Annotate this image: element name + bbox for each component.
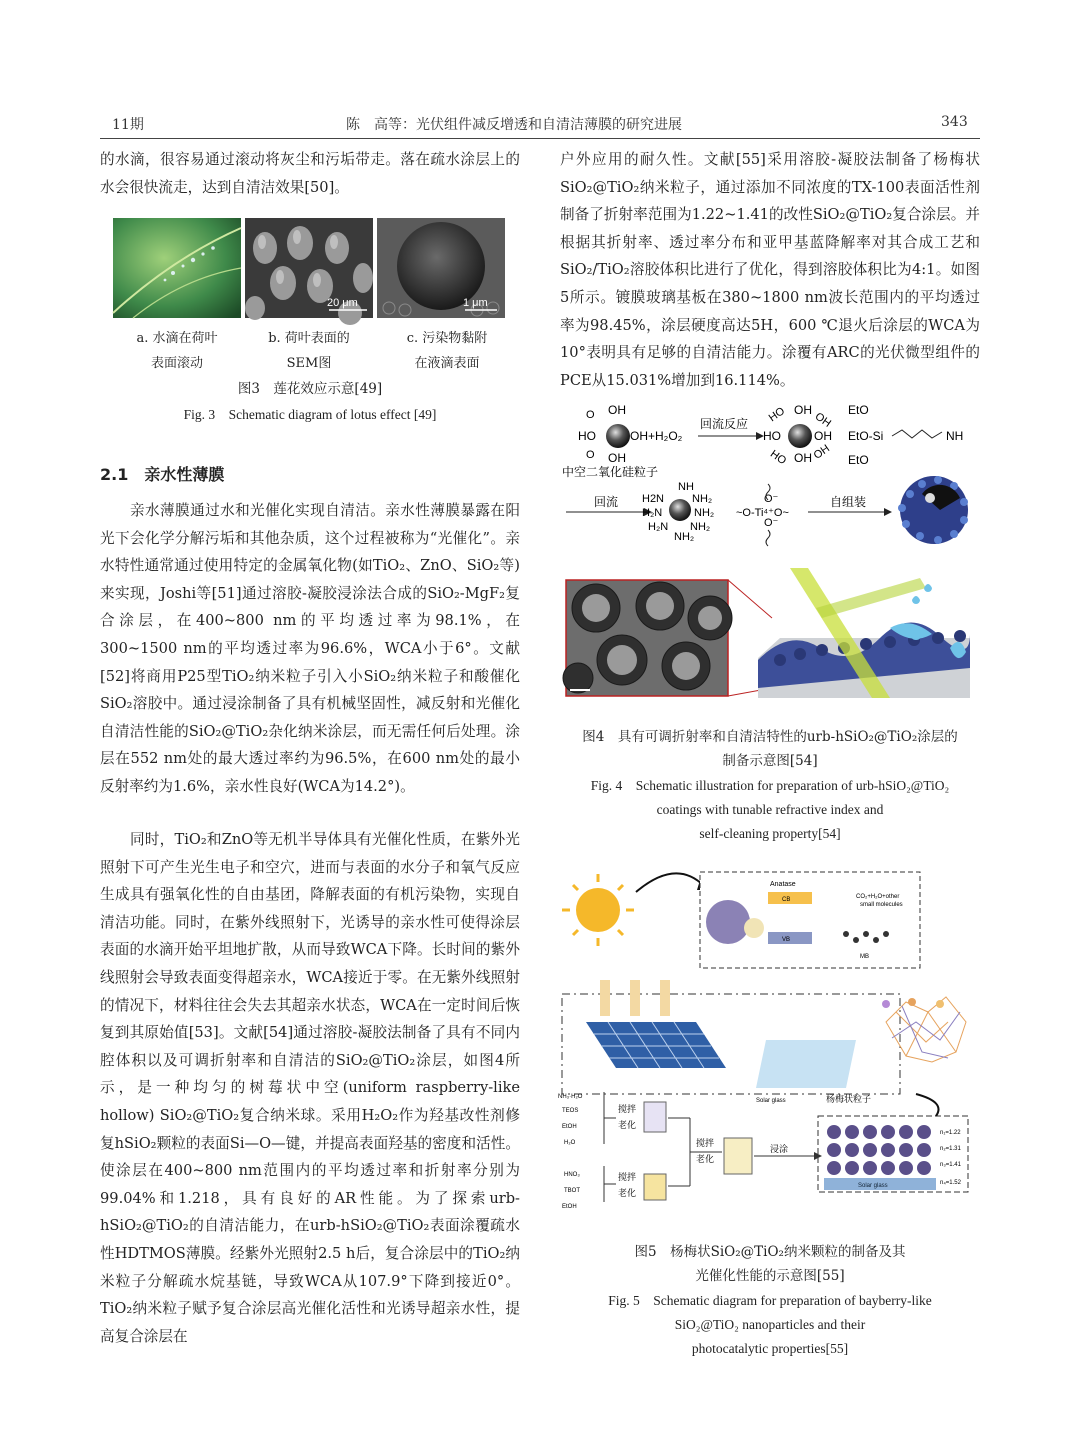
fig4-h2o2: OH+H₂O₂	[630, 429, 683, 443]
fig5-stir-3: 搅拌	[696, 1138, 715, 1148]
fig5-reagent-top-3: H₂O	[564, 1140, 576, 1146]
running-title: 陈 高等：光伏组件减反增透和自清洁薄膜的研究进展	[346, 117, 682, 133]
svg-text:H2N: H2N	[642, 493, 665, 505]
fig3-scale-c: 1 μm	[463, 297, 488, 309]
left-para-2: 同时，TiO₂和ZnO等无机半导体具有光催化性质，在紫外光照射下可产生光生电子和空穴，进而与表面的水分子和氧气反应生成具有强氧化性的自由基团，降解表面的有机污染物，实现自清洁功能。同时，在紫外线照射下，光诱导的亲水性可使得涂层表面的水滴开始平坦地扩散，从而导致WCA下降。长时间的紫外线照射会导致表面变得超亲水，WCA接近于零。在无紫外线照射的情况下，材料往往会失去其超亲水状态，WCA在一定时间后恢复到其原始值[53]。文献[54]通过溶胶-凝胶法制备了具有不同内腔体积以及可调折射率和自清洁的SiO₂@TiO₂涂层，如图4所示，是一种均匀的树莓状中空(uniform raspberry-like hollow) SiO₂@TiO₂复合纳米球。采用H₂O₂作为羟基改性剂修复hSiO₂颗粒的表面Si—O—键，并提高表面羟基的密度和活性。使涂层在400~800 nm范围内的平均透过率和折射率分别为99.04%和1.218，具有良好的AR性能。为了探索urb-hSiO₂@TiO₂的自清洁能力，在urb-hSiO₂@TiO₂表面涂覆疏水性HDTMOS薄膜。经紫外光照射2.5 h后，复合涂层中的TiO₂纳米粒子分解疏水烷基链，导致WCA从107.9°下降到接近0°。TiO₂纳米粒子赋予复合涂层高光催化活性和光诱导超亲水性，提高复合涂层在	[100, 831, 520, 1345]
svg-text:~O-Ti⁴⁺O~: ~O-Ti⁴⁺O~	[736, 507, 789, 519]
svg-text:CB: CB	[782, 897, 791, 903]
issue-number: 11期	[112, 117, 144, 133]
fig4-label-reflux-reaction: 回流反应	[700, 417, 749, 431]
fig5-reagent-bottom-0: HNO₃	[564, 1172, 580, 1178]
svg-text:O⁻: O⁻	[764, 493, 779, 505]
svg-text:EtO: EtO	[848, 453, 869, 467]
fig5-reagent-top-0: NH₃·H₂O	[558, 1094, 583, 1100]
fig5-stir-1: 搅拌	[618, 1104, 637, 1114]
fig5-scheme	[556, 862, 980, 1210]
svg-text:O: O	[586, 409, 595, 421]
fig4-label-self-assembly: 自组装	[830, 495, 867, 509]
svg-text:H₂N: H₂N	[642, 507, 663, 519]
fig5-caption-cn: 图5 杨梅状SiO₂@TiO₂纳米颗粒的制备及其 光催化性能的示意图[55]	[634, 1244, 906, 1284]
svg-text:NH₂: NH₂	[690, 521, 711, 533]
fig3-sub-c: c. 污染物黏附 在液滴表面	[406, 331, 488, 371]
fig3-sem-image	[245, 218, 373, 318]
fig5-n1: n₁=1.22	[940, 1130, 961, 1136]
fig5-n3: n₃=1.41	[940, 1162, 961, 1168]
fig5-n2: n₂=1.31	[940, 1146, 961, 1152]
svg-text:OH: OH	[608, 403, 626, 417]
fig5-reagent-bottom-1: TBOT	[564, 1188, 580, 1194]
header-rule	[100, 138, 980, 139]
fig5-solar-glass-1: Solar glass	[756, 1098, 786, 1104]
svg-text:HO: HO	[767, 447, 789, 468]
svg-text:VB: VB	[782, 937, 791, 943]
fig5-reagent-top-2: EtOH	[562, 1124, 577, 1130]
fig5-reagent-top-1: TEOS	[562, 1108, 579, 1114]
fig4-caption-cn: 图4 具有可调折射率和自清洁特性的urb-hSiO₂@TiO₂涂层的 制备示意图[54]	[582, 729, 958, 769]
fig5-stir-2: 搅拌	[618, 1172, 637, 1182]
fig3-caption-en: Fig. 3 Schematic diagram of lotus effect [49]	[183, 407, 437, 422]
svg-text:small molecules: small molecules	[860, 902, 903, 908]
svg-text:EtO: EtO	[848, 403, 869, 417]
fig4-label-hollow-silica: 中空二氧化硅粒子	[562, 465, 659, 479]
svg-text:MB: MB	[860, 954, 869, 960]
svg-text:OH: OH	[814, 429, 832, 443]
svg-text:OH: OH	[811, 442, 832, 462]
fig3-sub-a: a. 水滴在荷叶 表面滚动	[136, 331, 218, 371]
svg-text:OH: OH	[794, 451, 812, 465]
fig5-age-1: 老化	[618, 1120, 637, 1130]
svg-text:HO: HO	[766, 405, 788, 425]
svg-text:Anatase: Anatase	[770, 881, 796, 888]
fig5-dip: 浸涂	[770, 1144, 789, 1154]
fig4-scheme	[560, 398, 980, 708]
fig5-age-3: 老化	[696, 1154, 715, 1164]
fig3-scale-b: 20 μm	[327, 297, 358, 309]
svg-text:CO₂+H₂O+other: CO₂+H₂O+other	[856, 894, 900, 900]
svg-text:NH: NH	[946, 429, 964, 443]
fig3-droplet-image	[377, 218, 505, 318]
fig5-label-bayberry: 杨梅状粒子	[826, 1094, 872, 1104]
svg-text:NH: NH	[678, 481, 694, 493]
left-para-top: 的水滴，很容易通过滚动将灰尘和污垢带走。落在疏水涂层上的水会很快流走，达到自清洁效果[50]。	[100, 151, 520, 196]
svg-text:HO: HO	[763, 429, 781, 443]
left-para-1: 亲水薄膜通过水和光催化实现自清洁。亲水性薄膜暴露在阳光下会化学分解污垢和其他杂质，这个过程被称为“光催化”。亲水特性通常通过使用特定的金属氧化物(如TiO₂、ZnO、SiO₂等)来实现，Joshi等[51]通过溶胶-凝胶浸涂法合成的SiO₂-MgF₂复合涂层，在400~800 nm的平均透过率为98.1%，在300~1500 nm的平均透过率为96.6%，WCA小于6°。文献[52]将商用P25型TiO₂纳米粒子引入小SiO₂纳米粒子和酸催化SiO₂溶胶中。通过浸涂制备了具有机械坚固性，减反射和光催化自清洁性能的SiO₂@TiO₂杂化纳米涂层，而无需任何后处理。涂层在552 nm处的最大透过率约为96.5%，在600 nm处的最小反射率约为1.6%，亲水性良好(WCA为14.2°)。	[100, 502, 520, 795]
svg-text:EtO-Si: EtO-Si	[848, 429, 884, 443]
fig4-label-reflux: 回流	[594, 495, 619, 509]
svg-text:H₂N: H₂N	[648, 521, 669, 533]
svg-text:NH₂: NH₂	[692, 493, 713, 505]
fig5-age-2: 老化	[618, 1188, 637, 1198]
svg-text:O⁻: O⁻	[764, 517, 779, 529]
page-number: 343	[941, 114, 968, 130]
fig5-n4: n₄=1.52	[940, 1180, 961, 1186]
fig3-caption-cn: 图3 莲花效应示意[49]	[237, 381, 383, 397]
fig3-sub-b: b. 荷叶表面的 SEM图	[268, 331, 350, 371]
fig5-solar-glass-2: Solar glass	[858, 1183, 888, 1189]
svg-text:OH: OH	[794, 403, 812, 417]
svg-text:NH₂: NH₂	[674, 531, 695, 543]
fig3-leaf-image	[113, 218, 241, 318]
fig5-reagent-bottom-2: EtOH	[562, 1204, 577, 1210]
fig5-caption-en: Fig. 5 Schematic diagram for preparation of bayberry-like SiO₂@TiO₂ nanoparticles and their photocatalytic properties[55]	[608, 1293, 932, 1356]
svg-text:NH₂: NH₂	[694, 507, 715, 519]
fig4-caption-en: Fig. 4 Schematic illustration for preparation of urb-hSiO₂@TiO₂ coatings with tunable refractive index and self-cleaning property[54]	[590, 778, 950, 841]
section-title: 2.1 亲水性薄膜	[100, 465, 225, 484]
svg-text:OH: OH	[812, 410, 834, 430]
svg-text:HO: HO	[578, 429, 596, 443]
svg-text:OH: OH	[608, 451, 626, 465]
svg-text:O: O	[586, 449, 595, 461]
right-para-top: 户外应用的耐久性。文献[55]采用溶胶-凝胶法制备了杨梅状SiO₂@TiO₂纳米粒子，通过添加不同浓度的TX-100表面活性剂制备了折射率范围为1.22~1.41的改性SiO₂@TiO₂复合涂层。并根据其折射率、透过率分布和亚甲基蓝降解率对其合成工艺和SiO₂/TiO₂溶胶体积比进行了优化，得到溶胶体积比为4:1。如图5所示。镀膜玻璃基板在380~1800 nm波长范围内的平均透过率为98.45%，涂层硬度高达5H，600 ℃退火后涂层的WCA为10°表明具有足够的自清洁能力。涂覆有ARC的光伏微型组件的PCE从15.031%增加到16.114%。	[560, 151, 980, 389]
